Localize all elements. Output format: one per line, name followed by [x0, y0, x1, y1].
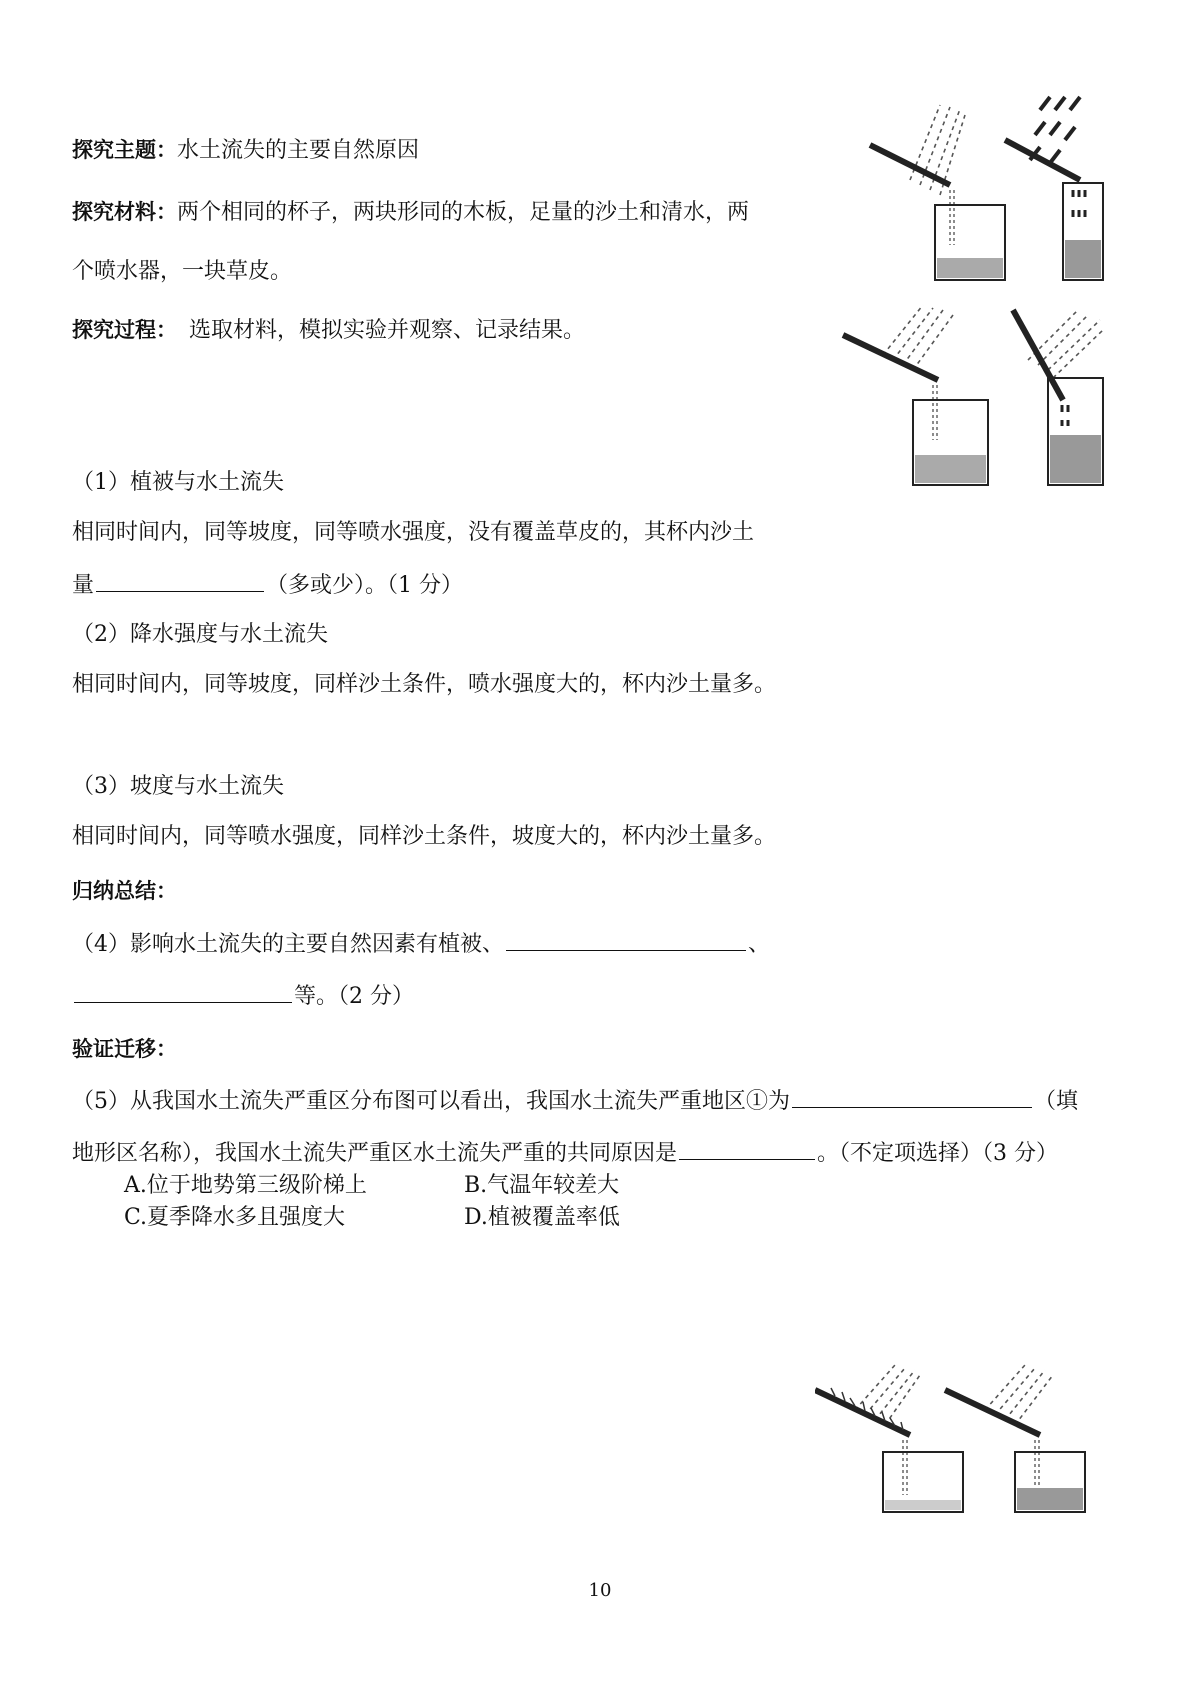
slope-figure [838, 300, 1108, 490]
materials-line-2: 个喷水器，一块草皮。 [72, 259, 293, 284]
theme-line [72, 135, 419, 166]
q5-line-1 [72, 1085, 1078, 1117]
q4-answer-blank-2[interactable] [74, 980, 292, 1003]
q1-title: （1）植被与水土流失 [72, 470, 284, 495]
q5-end: （填 [1034, 1089, 1079, 1114]
process-text: 选取材料，模拟实验并观察、记录结果。 [189, 318, 586, 343]
q4-post: 等。（2 分） [294, 984, 414, 1009]
q4-answer-blank-1[interactable] [506, 928, 746, 951]
cup-bare-sediment [1017, 1488, 1083, 1510]
q5-pre: （5）从我国水土流失严重区分布图可以看出，我国水土流失严重地区①为 [72, 1089, 790, 1114]
q1-line-2-pre: 量 [72, 573, 95, 598]
option-c[interactable]: C.夏季降水多且强度大 [124, 1205, 346, 1230]
q4-mid: 、 [748, 932, 771, 957]
cup-steep-sediment [1050, 435, 1101, 483]
q4-line-2 [72, 980, 414, 1012]
vegetation-figure [815, 1360, 1095, 1520]
board-right [1005, 140, 1080, 180]
rain-intensity-figure [855, 95, 1105, 290]
q5-answer-blank-2[interactable] [679, 1137, 815, 1160]
materials-line [72, 197, 749, 228]
q5-line-2-pre: 地形区名称），我国水土流失严重区水土流失严重的共同原因是 [72, 1141, 678, 1166]
option-d[interactable]: D.植被覆盖率低 [464, 1205, 620, 1230]
materials-label: 探究材料： [72, 200, 177, 224]
summary-label: 归纳总结： [72, 879, 177, 903]
theme-text: 水土流失的主要自然原因 [177, 138, 420, 163]
board-gentle-slope [843, 335, 938, 380]
cup-right-sediment [1065, 240, 1101, 278]
options-row-2 [124, 1203, 620, 1233]
options-row-1 [124, 1171, 619, 1201]
cup-left-sediment [937, 258, 1003, 278]
option-b[interactable]: B.气温年较差大 [464, 1173, 620, 1198]
page-number: 10 [588, 1580, 612, 1601]
q4-line-1 [72, 928, 770, 960]
board-bare [945, 1390, 1040, 1435]
process-line [72, 315, 585, 346]
q1-line-2 [72, 569, 463, 601]
q5-line-2-post: 。（不定项选择）（3 分） [817, 1141, 1059, 1166]
q3-line-1: 相同时间内，同等喷水强度，同样沙土条件，坡度大的，杯内沙土量多。 [72, 824, 777, 849]
q3-title: （3）坡度与水土流失 [72, 774, 284, 799]
q2-title: （2）降水强度与水土流失 [72, 622, 328, 647]
verify-label: 验证迁移： [72, 1037, 177, 1061]
q1-answer-blank[interactable] [96, 569, 264, 592]
cup-with-grass-sediment [885, 1500, 961, 1510]
option-a[interactable]: A.位于地势第三级阶梯上 [124, 1173, 367, 1198]
theme-label: 探究主题： [72, 138, 177, 162]
cup-gentle-sediment [915, 455, 986, 483]
q1-line-2-post: （多或少）。（1 分） [266, 573, 464, 598]
q1-line-1: 相同时间内，同等坡度，同等喷水强度，没有覆盖草皮的，其杯内沙土 [72, 520, 755, 545]
board-with-grass [815, 1390, 910, 1435]
q5-answer-blank-1[interactable] [792, 1085, 1032, 1108]
materials-text-1: 两个相同的杯子，两块形同的木板，足量的沙土和清水，两 [177, 200, 750, 225]
q2-line-1: 相同时间内，同等坡度，同样沙土条件，喷水强度大的，杯内沙土量多。 [72, 672, 777, 697]
process-label: 探究过程： [72, 318, 177, 342]
q5-line-2 [72, 1137, 1058, 1169]
board-steep-slope [1013, 310, 1063, 400]
q4-pre: （4）影响水土流失的主要自然因素有植被、 [72, 932, 504, 957]
